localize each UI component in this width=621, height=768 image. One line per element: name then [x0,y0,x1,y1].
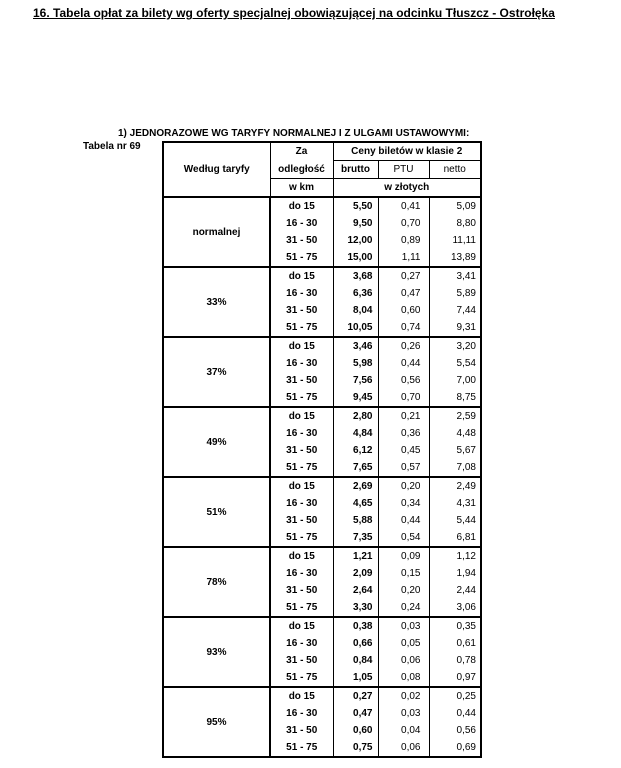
ptu-cell: 0,57 [378,459,429,477]
net-price-cell: 5,44 [429,512,481,529]
net-price-cell: 13,89 [429,249,481,267]
ptu-cell: 0,08 [378,669,429,687]
ptu-cell: 0,04 [378,722,429,739]
net-price-cell: 2,59 [429,407,481,425]
gross-price-cell: 9,50 [333,215,378,232]
ptu-cell: 0,15 [378,565,429,582]
distance-cell: 31 - 50 [270,302,333,319]
net-price-cell: 7,00 [429,372,481,389]
distance-cell: 31 - 50 [270,232,333,249]
ptu-cell: 0,60 [378,302,429,319]
distance-cell: 16 - 30 [270,285,333,302]
gross-price-cell: 6,36 [333,285,378,302]
ptu-cell: 0,21 [378,407,429,425]
distance-cell: 31 - 50 [270,722,333,739]
ptu-cell: 0,70 [378,389,429,407]
table-row [163,547,481,565]
ptu-cell: 0,44 [378,512,429,529]
table-row [163,617,481,635]
ptu-cell: 1,11 [378,249,429,267]
ptu-cell: 0,44 [378,355,429,372]
gross-price-cell: 0,27 [333,687,378,705]
gross-price-cell: 2,80 [333,407,378,425]
gross-price-cell: 1,05 [333,669,378,687]
gross-price-cell: 4,84 [333,425,378,442]
net-price-cell: 0,97 [429,669,481,687]
net-price-cell: 0,78 [429,652,481,669]
gross-price-cell: 5,98 [333,355,378,372]
ptu-cell: 0,06 [378,652,429,669]
ptu-cell: 0,03 [378,617,429,635]
gross-price-cell: 8,04 [333,302,378,319]
gross-price-cell: 0,75 [333,739,378,757]
ptu-cell: 0,34 [378,495,429,512]
ptu-cell: 0,03 [378,705,429,722]
header-prices: Ceny biletów w klasie 2 [333,142,481,161]
distance-cell: 51 - 75 [270,249,333,267]
distance-cell: 51 - 75 [270,529,333,547]
distance-cell: 31 - 50 [270,582,333,599]
net-price-cell: 7,08 [429,459,481,477]
header-tariff: Według taryfy [163,142,270,197]
distance-cell: 16 - 30 [270,705,333,722]
distance-cell: 16 - 30 [270,215,333,232]
gross-price-cell: 5,88 [333,512,378,529]
net-price-cell: 0,56 [429,722,481,739]
distance-cell: do 15 [270,687,333,705]
net-price-cell: 5,89 [429,285,481,302]
gross-price-cell: 0,66 [333,635,378,652]
net-price-cell: 1,12 [429,547,481,565]
distance-cell: 16 - 30 [270,495,333,512]
net-price-cell: 11,11 [429,232,481,249]
tariff-cell: 78% [163,547,270,617]
header-ptu: PTU [378,161,429,179]
fare-table [162,141,482,758]
ptu-cell: 0,74 [378,319,429,337]
table-row [163,197,481,215]
distance-cell: 31 - 50 [270,512,333,529]
ptu-cell: 0,20 [378,477,429,495]
ptu-cell: 0,05 [378,635,429,652]
net-price-cell: 2,44 [429,582,481,599]
tariff-cell: normalnej [163,197,270,267]
gross-price-cell: 0,60 [333,722,378,739]
gross-price-cell: 3,68 [333,267,378,285]
net-price-cell: 4,48 [429,425,481,442]
distance-cell: 51 - 75 [270,599,333,617]
distance-cell: 51 - 75 [270,459,333,477]
net-price-cell: 3,20 [429,337,481,355]
gross-price-cell: 4,65 [333,495,378,512]
table-row [163,407,481,425]
gross-price-cell: 15,00 [333,249,378,267]
distance-cell: do 15 [270,337,333,355]
ptu-cell: 0,09 [378,547,429,565]
gross-price-cell: 3,46 [333,337,378,355]
net-price-cell: 0,44 [429,705,481,722]
ptu-cell: 0,41 [378,197,429,215]
ptu-cell: 0,02 [378,687,429,705]
page-title: 16. Tabela opłat za bilety wg oferty specjalnej obowiązującej na odcinku Tłuszcz - Ostrołęka [33,6,555,20]
distance-cell: 51 - 75 [270,319,333,337]
header-distance-line2: odległość [270,161,333,179]
tariff-cell: 95% [163,687,270,757]
gross-price-cell: 7,65 [333,459,378,477]
net-price-cell: 6,81 [429,529,481,547]
ptu-cell: 0,45 [378,442,429,459]
net-price-cell: 0,69 [429,739,481,757]
section-title: 1) JEDNORAZOWE WG TARYFY NORMALNEJ I Z ULGAMI USTAWOWYMI: [118,128,470,139]
distance-cell: 16 - 30 [270,565,333,582]
ptu-cell: 0,20 [378,582,429,599]
net-price-cell: 3,41 [429,267,481,285]
gross-price-cell: 6,12 [333,442,378,459]
distance-cell: do 15 [270,197,333,215]
distance-cell: do 15 [270,407,333,425]
fare-table-body [163,142,481,757]
ptu-cell: 0,36 [378,425,429,442]
distance-cell: 16 - 30 [270,635,333,652]
net-price-cell: 0,25 [429,687,481,705]
ptu-cell: 0,27 [378,267,429,285]
net-price-cell: 9,31 [429,319,481,337]
header-currency: w złotych [333,179,481,198]
gross-price-cell: 0,38 [333,617,378,635]
table-row [163,267,481,285]
net-price-cell: 8,80 [429,215,481,232]
gross-price-cell: 2,64 [333,582,378,599]
gross-price-cell: 0,47 [333,705,378,722]
gross-price-cell: 9,45 [333,389,378,407]
gross-price-cell: 7,56 [333,372,378,389]
tariff-cell: 49% [163,407,270,477]
distance-cell: 51 - 75 [270,739,333,757]
header-net: netto [429,161,481,179]
net-price-cell: 3,06 [429,599,481,617]
tariff-cell: 51% [163,477,270,547]
ptu-cell: 0,26 [378,337,429,355]
table-number-label: Tabela nr 69 [83,141,141,152]
ptu-cell: 0,89 [378,232,429,249]
gross-price-cell: 2,69 [333,477,378,495]
gross-price-cell: 0,84 [333,652,378,669]
ptu-cell: 0,06 [378,739,429,757]
distance-cell: 51 - 75 [270,669,333,687]
table-row [163,337,481,355]
net-price-cell: 2,49 [429,477,481,495]
header-gross: brutto [333,161,378,179]
gross-price-cell: 1,21 [333,547,378,565]
distance-cell: 51 - 75 [270,389,333,407]
header-distance-unit: w km [270,179,333,198]
tariff-cell: 93% [163,617,270,687]
distance-cell: 16 - 30 [270,355,333,372]
table-row [163,687,481,705]
net-price-cell: 0,35 [429,617,481,635]
net-price-cell: 1,94 [429,565,481,582]
distance-cell: 31 - 50 [270,442,333,459]
gross-price-cell: 12,00 [333,232,378,249]
net-price-cell: 5,09 [429,197,481,215]
distance-cell: do 15 [270,617,333,635]
ptu-cell: 0,24 [378,599,429,617]
header-row-1 [163,142,481,161]
ptu-cell: 0,70 [378,215,429,232]
distance-cell: 31 - 50 [270,652,333,669]
net-price-cell: 5,67 [429,442,481,459]
net-price-cell: 7,44 [429,302,481,319]
distance-cell: do 15 [270,477,333,495]
distance-cell: 31 - 50 [270,372,333,389]
header-distance-line1: Za [270,142,333,161]
gross-price-cell: 5,50 [333,197,378,215]
net-price-cell: 4,31 [429,495,481,512]
net-price-cell: 5,54 [429,355,481,372]
distance-cell: do 15 [270,547,333,565]
gross-price-cell: 3,30 [333,599,378,617]
ptu-cell: 0,56 [378,372,429,389]
gross-price-cell: 7,35 [333,529,378,547]
net-price-cell: 8,75 [429,389,481,407]
ptu-cell: 0,54 [378,529,429,547]
distance-cell: 16 - 30 [270,425,333,442]
gross-price-cell: 10,05 [333,319,378,337]
table-row [163,477,481,495]
ptu-cell: 0,47 [378,285,429,302]
net-price-cell: 0,61 [429,635,481,652]
tariff-cell: 37% [163,337,270,407]
tariff-cell: 33% [163,267,270,337]
distance-cell: do 15 [270,267,333,285]
gross-price-cell: 2,09 [333,565,378,582]
